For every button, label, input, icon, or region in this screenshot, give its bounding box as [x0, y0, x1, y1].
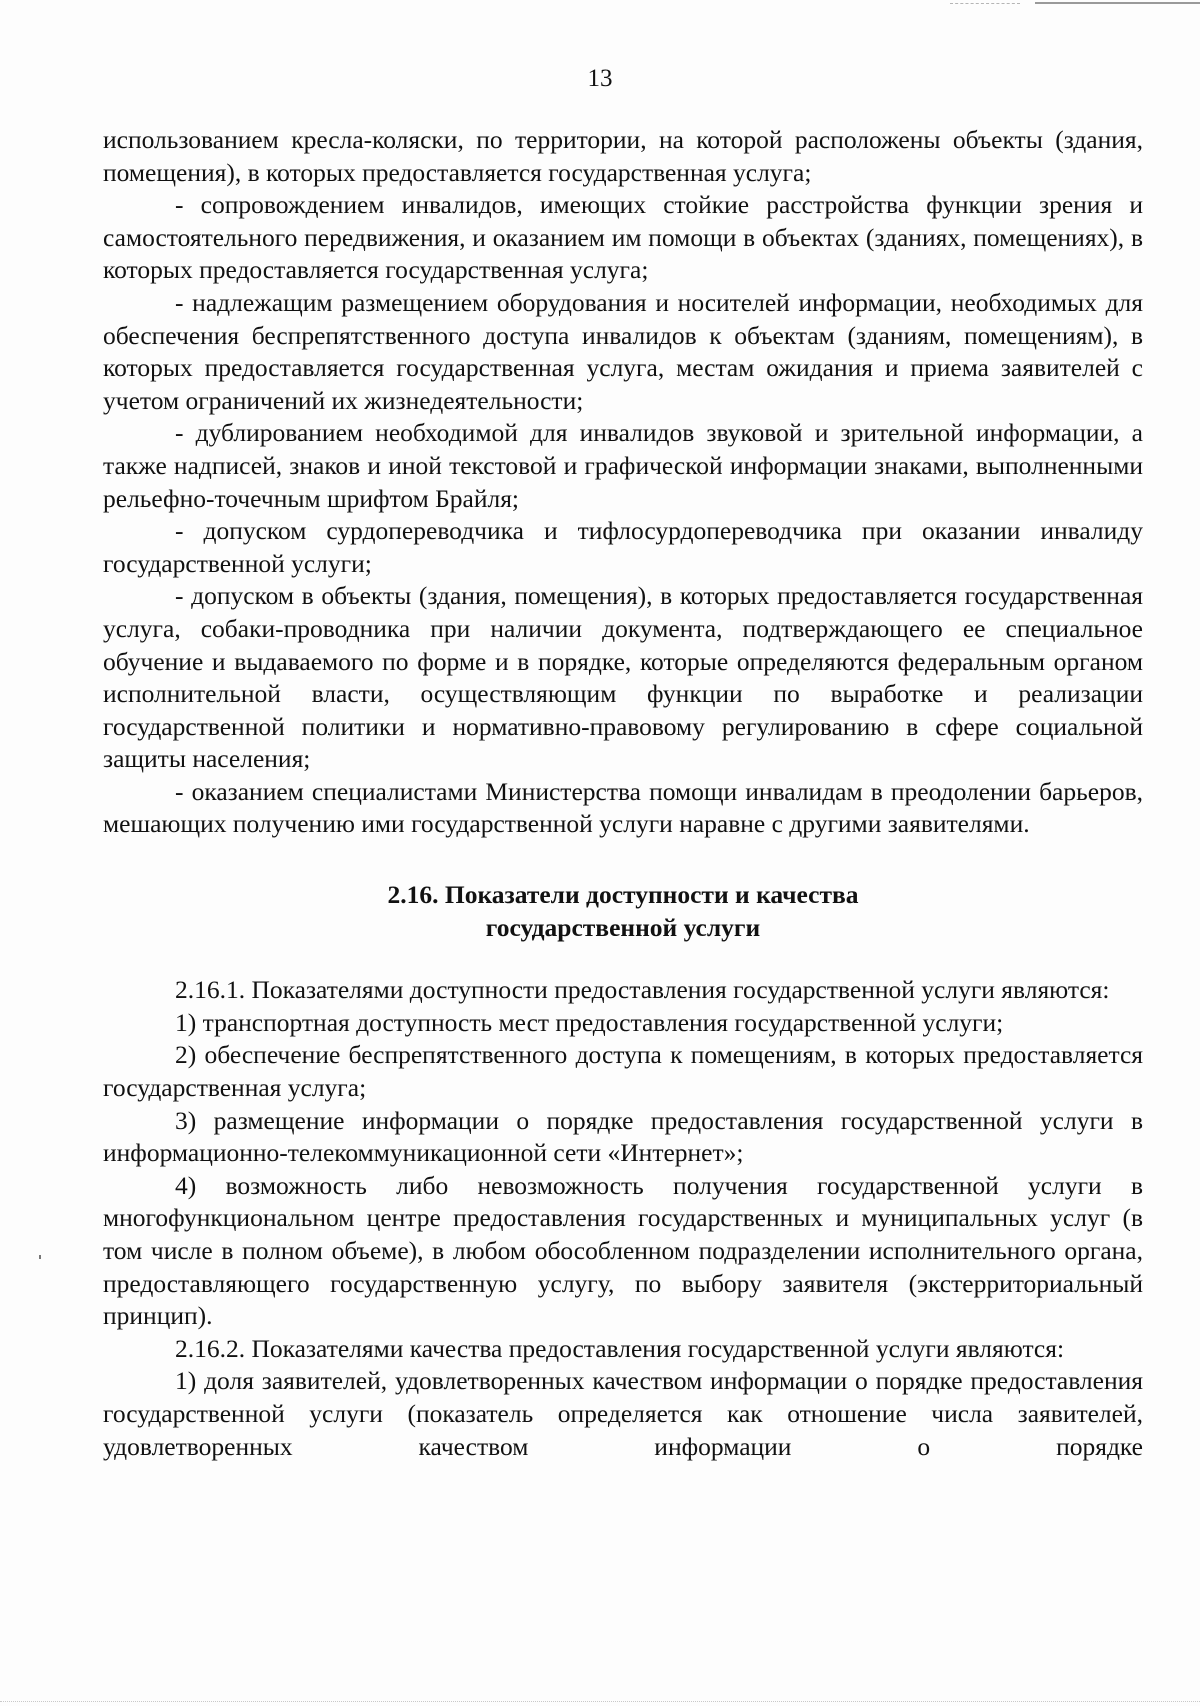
list-item-braille-duplication: - дублированием необходимой для инвалидов звуковой и зрительной информации, а также надписей, знаков и иной текстовой и графической информации знаками, выполненными рельефно-точечным шрифтом Брайля;: [103, 418, 1143, 513]
numbered-item-4: 4) возможность либо невозможность получения государственной услуги в многофункциональном центре предоставления государственных и муниципальных услуг (в том числе в полном объеме), в любом обособленном подразделении исполнительного органа, предоставляющего государственную услугу, по выбору заявителя (экстерриториальный принцип).: [103, 1170, 1143, 1331]
document-body: [103, 124, 1143, 1463]
section-heading-line-1: 2.16. Показатели доступности и качества: [387, 880, 859, 910]
list-item-equipment-placement: - надлежащим размещением оборудования и носителей информации, необходимых для обеспечения беспрепятственного доступа инвалидов к объектам (зданиям, помещениям), в которых предоставляется государственная услуга, местам ожидания и приема заявителей с учетом ограничений их жизнедеятельности;: [103, 287, 1143, 415]
scan-artifact-dot: [39, 1255, 41, 1259]
section-heading: [103, 879, 1143, 944]
numbered-item-quality-1: 1) доля заявителей, удовлетворенных качеством информации о порядке предоставления государственной услуги (показатель определяется как отношение числа заявителей, удовлетворенных качеством информации о порядке: [103, 1366, 1143, 1461]
numbered-item-1: 1) транспортная доступность мест предоставления государственной услуги;: [175, 1007, 1004, 1037]
section-heading-line-2: государственной услуги: [485, 912, 761, 942]
scan-artifact-top-line: [1035, 2, 1200, 5]
numbered-item-2: 2) обеспечение беспрепятственного доступа к помещениям, в которых предоставляется государственная услуга;: [103, 1040, 1143, 1103]
paragraph-continuation: использованием кресла-коляски, по территории, на которой расположены объекты (здания, помещения), в которых предоставляется государственная услуга;: [103, 125, 1143, 187]
page-number: 13: [587, 65, 613, 92]
list-item-sign-interpreter: - допуском сурдопереводчика и тифлосурдопереводчика при оказании инвалиду государственной услуги;: [103, 516, 1143, 578]
clause-2-16-2: 2.16.2. Показателями качества предоставления государственной услуги являются:: [175, 1333, 1065, 1363]
clause-2-16-1: 2.16.1. Показателями доступности предоставления государственной услуги являются:: [175, 975, 1110, 1005]
list-item-guide-dog: - допуском в объекты (здания, помещения), в которых предоставляется государственная услуга, собаки-проводника при наличии документа, подтверждающего ее специальное обучение и выдаваемого по форме и в порядке, которые определяются федеральным органом исполнительной власти, осуществляющим функции по выработке и реализации государственной политики и нормативно-правовому регулированию в сфере социальной защиты населения;: [103, 581, 1143, 774]
scan-artifact-bottom-line: [0, 1701, 1200, 1702]
scan-artifact-top-dash: [950, 3, 1020, 4]
list-item-ministry-assistance: - оказанием специалистами Министерства помощи инвалидам в преодолении барьеров, мешающих получению ими государственной услуги наравне с другими заявителями.: [103, 776, 1143, 839]
numbered-item-3: 3) размещение информации о порядке предоставления государственной услуги в информационно-телекоммуникационной сети «Интернет»;: [103, 1105, 1143, 1168]
list-item-escort: - сопровождением инвалидов, имеющих стойкие расстройства функции зрения и самостоятельного передвижения, и оказанием им помощи в объектах (зданиях, помещениях), в которых предоставляется государственная услуга;: [103, 190, 1143, 285]
